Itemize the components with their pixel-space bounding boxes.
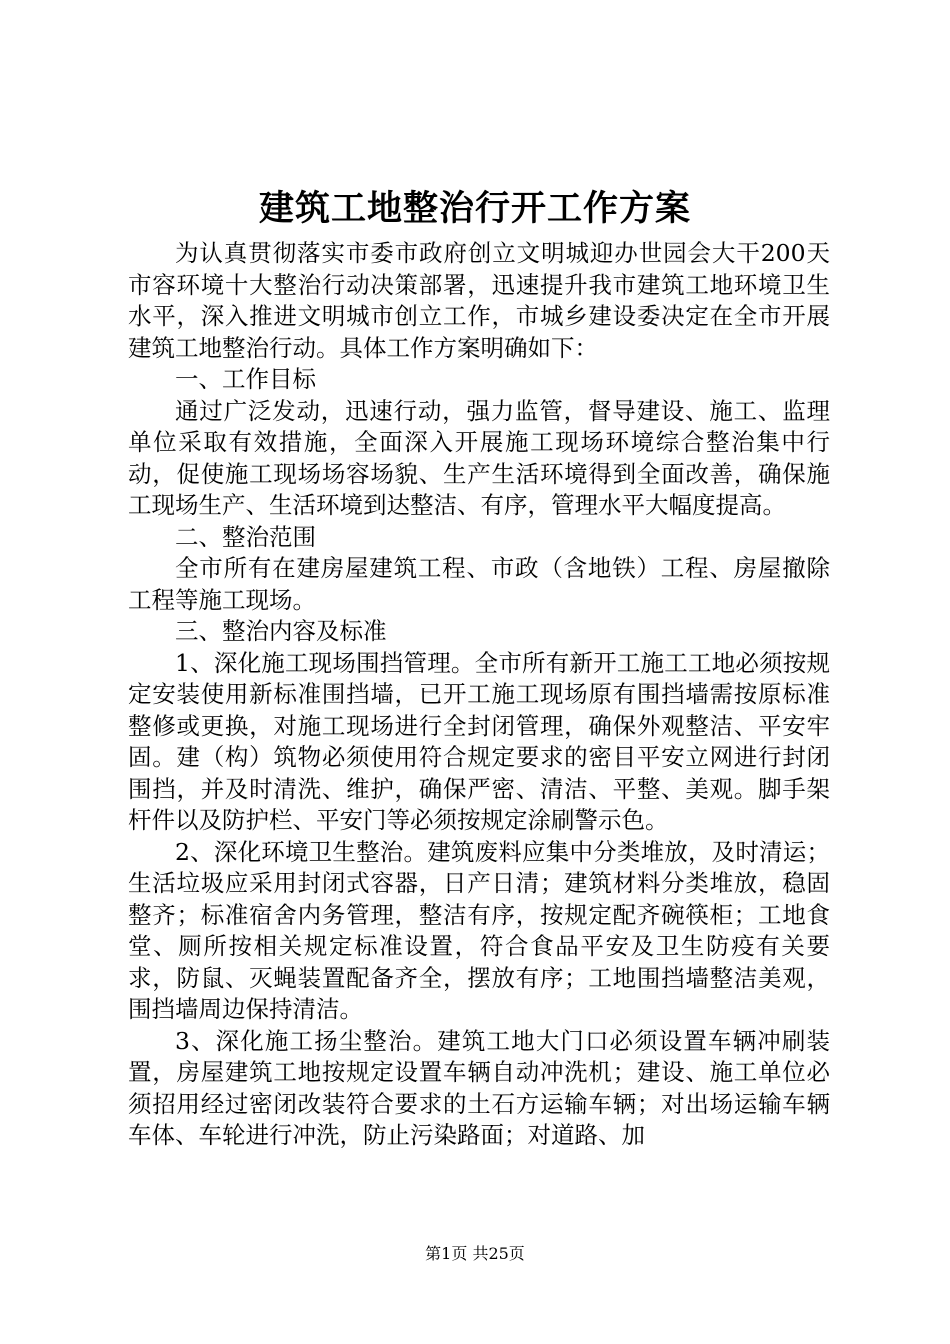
paragraph-item-3: 3、深化施工扬尘整治。建筑工地大门口必须设置车辆冲刷装置，房屋建筑工地按规定设置车辆自动冲洗机；建设、施工单位必须招用经过密闭改装符合要求的土石方运输车辆；对出场运输车辆车体、车轮进行冲洗，防止污染路面；对道路、加: [128, 1026, 830, 1149]
paragraph-work-goal: 通过广泛发动，迅速行动，强力监管，督导建设、施工、监理单位采取有效措施，全面深入开展施工现场环境综合整治集中行动，促使施工现场场容场貌、生产生活环境得到全面改善，确保施工现场生产、生活环境到达整洁、有序，管理水平大幅度提高。: [128, 396, 830, 519]
paragraph-intro: 为认真贯彻落实市委市政府创立文明城迎办世园会大干200天市容环境十大整治行动决策部署，迅速提升我市建筑工地环境卫生水平，深入推进文明城市创立工作，市城乡建设委决定在全市开展建筑工地整治行动。具体工作方案明确如下：: [128, 239, 830, 362]
page-footer: 第1页 共25页: [425, 1244, 525, 1263]
document-body: [128, 238, 830, 1152]
paragraph-item-2: 2、深化环境卫生整治。建筑废料应集中分类堆放，及时清运；生活垃圾应采用封闭式容器，日产日清；建筑材料分类堆放，稳固整齐；标准宿舍内务管理，整洁有序，按规定配齐碗筷柜；工地食堂、厕所按相关规定标准设置，符合食品平安及卫生防疫有关要求，防鼠、灭蝇装置配备齐全，摆放有序；工地围挡墙整洁美观，围挡墙周边保持清洁。: [128, 837, 830, 1023]
heading-content-standards: 三、整治内容及标准: [175, 617, 387, 645]
heading-scope: 二、整治范围: [175, 522, 316, 551]
paragraph-scope: 全市所有在建房屋建筑工程、市政（含地铁）工程、房屋撤除工程等施工现场。: [128, 554, 830, 614]
paragraph-item-1: 1、深化施工现场围挡管理。全市所有新开工施工工地必须按规定安装使用新标准围挡墙，已开工施工现场原有围挡墙需按原标准整修或更换，对施工现场进行全封闭管理，确保外观整洁、平安牢固。建（构）筑物必须使用符合规定要求的密目平安立网进行封闭围挡，并及时清洗、维护，确保严密、清洁、平整、美观。脚手架杆件以及防护栏、平安门等必须按规定涂刷警示色。: [128, 648, 830, 834]
heading-work-goal: 一、工作目标: [175, 365, 316, 393]
document-title: 建筑工地整治行开工作方案: [258, 188, 691, 229]
